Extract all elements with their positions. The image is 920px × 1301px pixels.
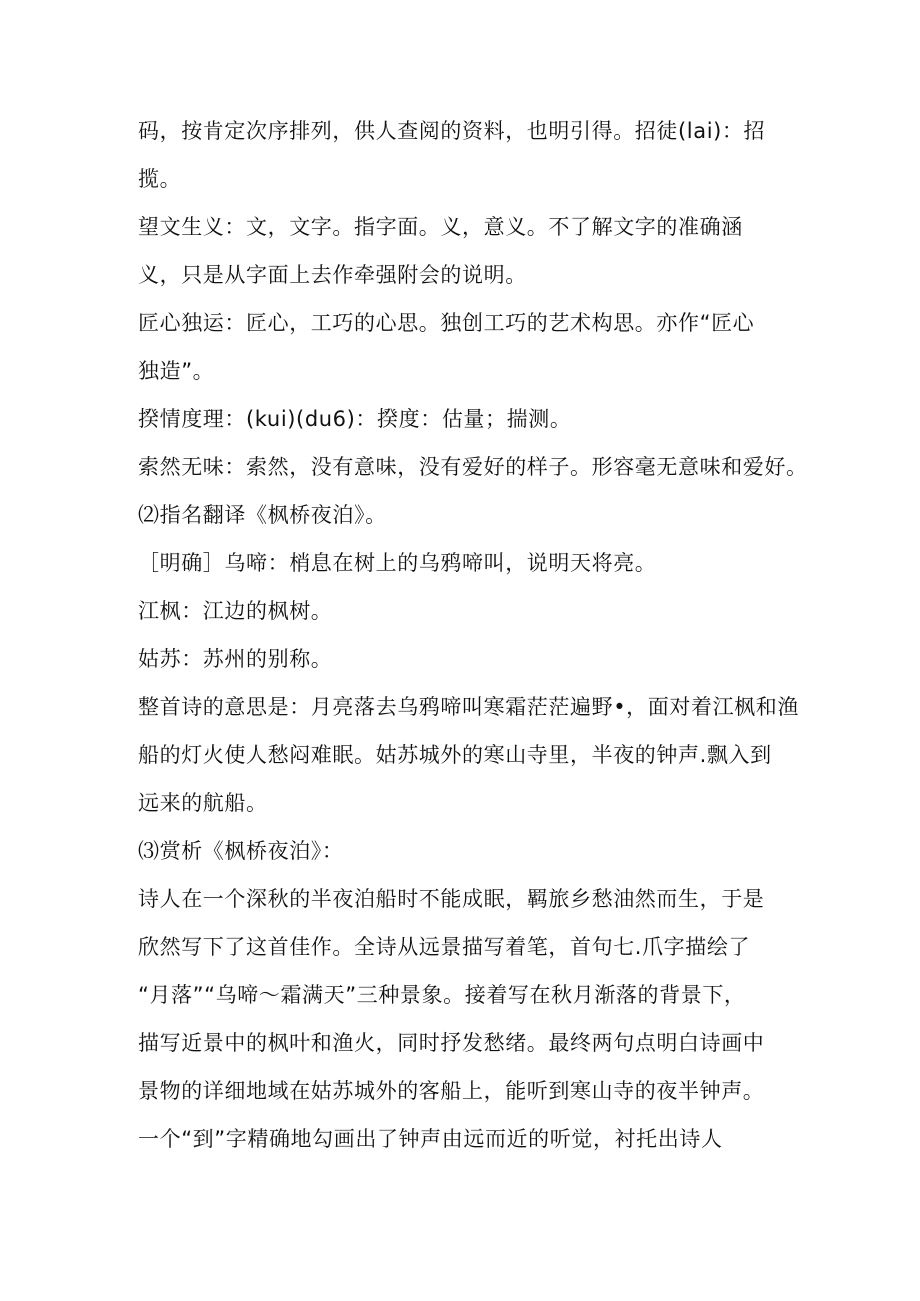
text-line: ⑶赏析《枫桥夜泊》： <box>138 839 344 863</box>
text-line: 描写近景中的枫叶和渔火，同时抒发愁绪。最终两句点明白诗画中 <box>138 1031 765 1055</box>
text-line: ⑵指名翻译《枫桥夜泊》。 <box>138 503 387 527</box>
text-line: 江枫：江边的枫树。 <box>138 599 333 623</box>
text-line: “月落”“乌啼～霜满天”三种景象。接着写在秋月渐落的背景下， <box>138 983 746 1007</box>
text-line: 揽。 <box>138 167 182 191</box>
text-line: 望文生义：文，文字。指字面。义，意义。不了解文字的准确涵 <box>138 215 743 239</box>
text-line: 诗人在一个深秋的半夜泊船时不能成眠，羁旅乡愁油然而生，于是 <box>138 887 765 911</box>
text-line: 匠心独运：匠心，工巧的心思。独创工巧的艺术构思。亦作“匠心 <box>138 311 755 335</box>
text-line: 码，按肯定次序排列，供人查阅的资料，也明引得。招徒(lai)：招 <box>138 119 766 143</box>
text-line: 姑苏：苏州的别称。 <box>138 647 333 671</box>
text-line: 整首诗的意思是：月亮落去乌鸦啼叫寒霜茫茫遍野•，面对着江枫和渔 <box>138 695 799 719</box>
text-line: 揆情度理：(kui)(du6)：揆度：估量；揣测。 <box>138 407 572 431</box>
text-line: 景物的详细地域在姑苏城外的客船上，能听到寒山寺的夜半钟声。 <box>138 1079 765 1103</box>
text-line: 欣然写下了这首佳作。全诗从远景描写着笔，首句七.爪字描绘了 <box>138 935 751 959</box>
text-line: 远来的航船。 <box>138 791 268 815</box>
text-line: 船的灯火使人愁闷难眠。姑苏城外的寒山寺里，半夜的钟声.飘入到 <box>138 743 772 767</box>
text-line: ［明确］乌啼：梢息在树上的乌鸦啼叫，说明天将亮。 <box>138 551 657 575</box>
text-line: 索然无味：索然，没有意味，没有爱好的样子。形容毫无意味和爱好。 <box>138 455 808 479</box>
text-line: 独造”。 <box>138 359 215 383</box>
text-line: 一个“到”字精确地勾画出了钟声由远而近的听觉，衬托出诗人 <box>138 1127 723 1151</box>
text-line: 义，只是从字面上去作牵强附会的说明。 <box>138 263 527 287</box>
